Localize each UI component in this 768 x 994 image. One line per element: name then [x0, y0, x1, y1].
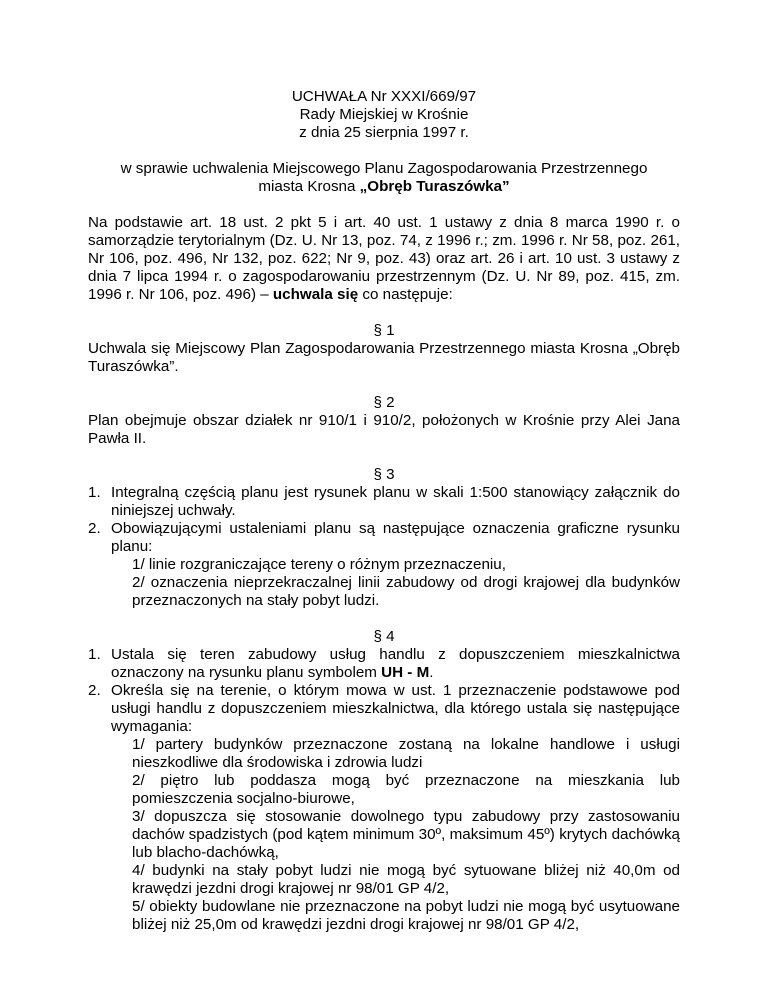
section-mark-2: § 2: [373, 394, 395, 411]
section-3-list: [88, 484, 680, 610]
item-number: 2.: [88, 520, 101, 537]
sub-item: 2/ oznaczenia nieprzekraczalnej linii zabudowy od drogi krajowej dla budynków przeznaczonych na stały pobyt ludzi.: [132, 574, 680, 609]
section-mark-4: § 4: [373, 628, 395, 645]
list-item: [88, 484, 680, 520]
document-page: [88, 88, 680, 934]
item-text: Integralną częścią planu jest rysunek planu w skali 1:500 stanowiący załącznik do niniejszej uchwały.: [111, 484, 680, 519]
section-mark-3: § 3: [373, 466, 395, 483]
sub-item: 1/ linie rozgraniczające tereny o różnym przeznaczeniu,: [132, 556, 506, 573]
preamble-text: Na podstawie art. 18 ust. 2 pkt 5 i art. 40 ust. 1 ustawy z dnia 8 marca 1990 r. o samorządzie terytorialnym (Dz. U. Nr 13, poz. 74, z 1996 r.; zm. 1996 r. Nr 58, poz. 261, Nr 106, poz. 496, Nr 132, poz. 622; Nr 9, poz. 43) oraz art. 26 i art. 10 ust. 3 ustawy z dnia 7 lipca 1994 r. o zagospodarowaniu przestrzennym (Dz. U. Nr 89, poz. 415, zm. 1996 r. Nr 106, poz. 496) –: [88, 214, 680, 303]
sub-item: 5/ obiekty budowlane nie przeznaczone na pobyt ludzi nie mogą być usytuowane bliżej niż 25,0m od krawędzi jezdni drogi krajowej nr 98/01 GP 4/2,: [132, 898, 680, 933]
list-item: [88, 646, 680, 682]
sub-list: [111, 736, 680, 934]
issuing-body: Rady Miejskiej w Krośnie: [299, 106, 469, 123]
sub-item: 2/ piętro lub poddasza mogą być przeznaczone na mieszkania lub pomieszczenia socjalno-biurowe,: [132, 772, 680, 807]
item-text: Ustala się teren zabudowy usług handlu z dopuszczeniem mieszkalnictwa oznaczony na rysunku planu symbolem: [111, 646, 680, 681]
zone-symbol: UH - M: [381, 664, 430, 681]
sub-list: [111, 556, 680, 610]
item-text: Określa się na terenie, o którym mowa w ust. 1 przeznaczenie podstawowe pod usługi handlu z dopuszczeniem mieszkalnictwa, dla którego ustala się następujące wymagania:: [111, 682, 680, 735]
subject-area-name: „Obręb Turaszówka”: [359, 178, 510, 195]
preamble-tail: co następuje:: [358, 286, 453, 303]
subject-line-2-text: miasta Krosna: [258, 178, 360, 195]
list-item: [88, 682, 680, 934]
item-text: Obowiązującymi ustaleniami planu są następujące oznaczenia graficzne rysunku planu:: [111, 520, 680, 555]
list-item: [88, 520, 680, 610]
resolution-date: z dnia 25 sierpnia 1997 r.: [299, 124, 469, 141]
sub-item: 1/ partery budynków przeznaczone zostaną na lokalne handlowe i usługi nieszkodliwe dla środowiska i zdrowia ludzi: [132, 736, 680, 771]
section-4-list: [88, 646, 680, 934]
item-number: 1.: [88, 646, 101, 663]
preamble: [88, 214, 680, 304]
preamble-bold: uchwala się: [272, 286, 359, 303]
subject-line-2: [88, 178, 680, 196]
resolution-number: UCHWAŁA Nr XXXI/669/97: [291, 88, 477, 105]
resolution-subject: [88, 160, 680, 196]
sub-item: 4/ budynki na stały pobyt ludzi nie mogą być sytuowane bliżej niż 40,0m od krawędzi jezdni drogi krajowej nr 98/01 GP 4/2,: [132, 862, 680, 897]
item-number: 2.: [88, 682, 101, 699]
item-number: 1.: [88, 484, 101, 501]
subject-line-1: w sprawie uchwalenia Miejscowego Planu Zagospodarowania Przestrzennego: [120, 160, 648, 177]
section-1-text: Uchwala się Miejscowy Plan Zagospodarowania Przestrzennego miasta Krosna „Obręb Turaszówka”.: [88, 340, 680, 375]
resolution-header: [88, 88, 680, 142]
section-2-text: Plan obejmuje obszar działek nr 910/1 i 910/2, położonych w Krośnie przy Alei Jana Pawła II.: [88, 412, 680, 447]
section-mark-1: § 1: [373, 322, 395, 339]
item-text-end: .: [429, 664, 434, 681]
sub-item: 3/ dopuszcza się stosowanie dowolnego typu zabudowy przy zastosowaniu dachów spadzistych (pod kątem minimum 30º, maksimum 45º) krytych dachówką lub blacho-dachówką,: [132, 808, 680, 861]
